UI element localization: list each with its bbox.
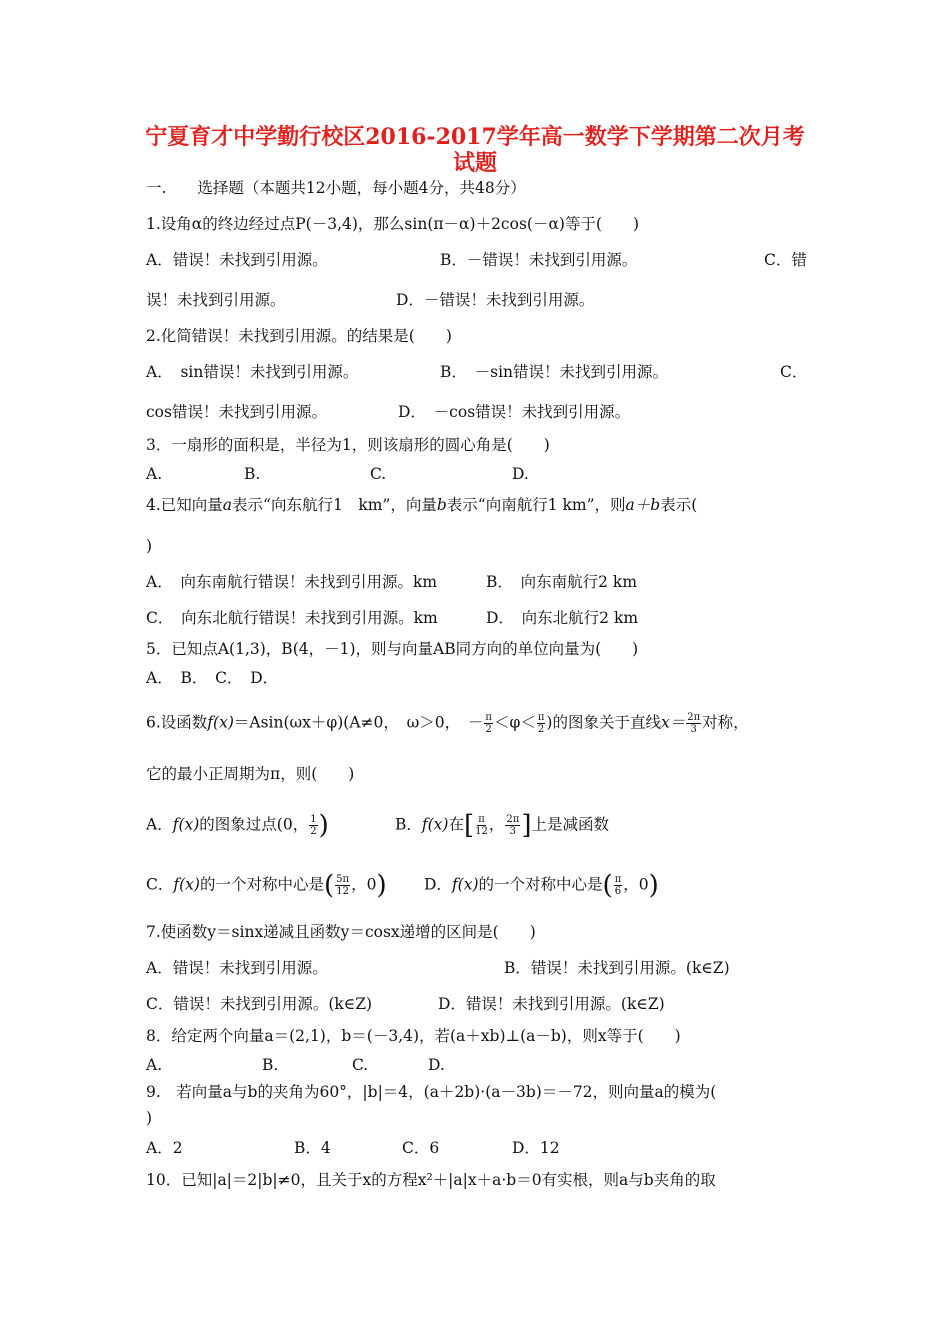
q2-option-c-cont: cos错误！未找到引用源。 — [146, 403, 327, 421]
q9-option-b: B．4 — [294, 1139, 331, 1157]
q10-stem: 10．已知|a|＝2|b|≠0，且关于x的方程x²＋|a|x＋a·b＝0有实根，则a与b夹角的取 — [146, 1171, 716, 1189]
q6-c-open-paren: ( — [323, 870, 335, 901]
q6-d-close-paren: ) — [648, 870, 659, 901]
q6-c-pre: C． — [146, 875, 174, 894]
q2-option-a: A． sin错误！未找到引用源。 — [146, 363, 359, 381]
q6-frac-pi-12 — [475, 814, 488, 837]
q6-stem-cont: 它的最小正周期为π，则( ) — [146, 765, 355, 783]
q8-option-a: A. — [146, 1056, 163, 1074]
q1-option-c-cont: 误！未找到引用源。 — [146, 291, 286, 309]
q6-frac-num: π — [537, 712, 545, 723]
q2-stem: 2.化简错误！未找到引用源。的结果是( ) — [146, 327, 452, 345]
q6-b-text: 在 — [448, 815, 464, 834]
q7-option-a: A．错误！未找到引用源。 — [146, 959, 328, 977]
q6-a-pre: A． — [146, 815, 173, 834]
q6-x-eq: x＝ — [660, 713, 686, 732]
q6-d-open-paren: ( — [602, 870, 613, 901]
q7-option-d: D．错误！未找到引用源。(k∈Z) — [438, 995, 665, 1013]
q4-stem — [146, 495, 697, 515]
q4-var-b: b — [436, 496, 447, 514]
q6-fx: f(x) — [172, 815, 200, 834]
q6-fx: f(x) — [421, 815, 449, 834]
q9-stem: 9. 若向量a与b的夹角为60°，|b|＝4，(a＋2b)·(a－3b)＝－72，则向量a的模为( — [146, 1083, 717, 1101]
q6-frac-den: 2 — [537, 724, 545, 735]
q6-frac-2pi-3b — [505, 814, 520, 837]
q6-c-text: 的一个对称中心是 — [199, 875, 324, 894]
q6-stem-eq: ＝Asin(ωx＋φ)(A≠0， ω＞0， － — [233, 713, 484, 732]
q3-option-b: B. — [244, 465, 261, 483]
q6-frac-pi-2b — [537, 712, 546, 735]
q3-option-d: D. — [512, 465, 529, 483]
q6-option-a — [146, 810, 329, 841]
q5-stem: 5．已知点A(1,3)，B(4，－1)，则与向量AB同方向的单位向量为( ) — [146, 640, 639, 658]
q4-option-b: B． 向东南航行2 km — [486, 573, 638, 591]
q6-b-pre: B． — [395, 815, 422, 834]
q6-frac-den: 3 — [690, 724, 697, 735]
q6-stem-lt: ＜φ＜ — [493, 713, 536, 732]
q6-stem — [146, 712, 749, 735]
q6-frac-den: 12 — [336, 886, 349, 897]
q6-stem-sym: 对称， — [702, 713, 749, 732]
q6-fx: f(x) — [451, 875, 479, 894]
q6-d-zero: 0 — [638, 875, 649, 894]
q6-frac-num: 2π — [506, 814, 520, 825]
q6-frac-5pi-12 — [335, 874, 350, 897]
q8-stem: 8．给定两个向量a＝(2,1)，b＝(－3,4)，若(a＋xb)⊥(a－b)，则x等于( ) — [146, 1027, 681, 1045]
q6-frac-den: 2 — [310, 826, 317, 837]
q4-stem-mid2: 表示“向南航行1 km”，则 — [446, 496, 626, 514]
q1-option-a: A．错误！未找到引用源。 — [146, 251, 328, 269]
q6-frac-pi-2 — [484, 712, 493, 735]
q8-option-d: D. — [428, 1056, 445, 1074]
q6-frac-pi-6 — [614, 874, 623, 897]
q4-stem-end: 表示( — [660, 496, 698, 514]
q6-stem-close: )的图象关于直线 — [546, 713, 661, 732]
q3-stem: 3．一扇形的面积是，半径为1，则该扇形的圆心角是( ) — [146, 436, 550, 454]
q6-frac-num: 2π — [687, 712, 701, 723]
q3-option-a: A. — [146, 465, 163, 483]
q5-options: A． B． C． D． — [146, 669, 279, 687]
document-title: 宁夏育才中学勤行校区2016-2017学年高一数学下学期第二次月考 — [145, 124, 805, 150]
q9-stem-cont: ) — [146, 1109, 153, 1127]
q4-option-a: A． 向东南航行错误！未找到引用源。km — [146, 573, 438, 591]
q4-var-a: a — [222, 496, 233, 514]
q6-frac-den: 2 — [485, 724, 492, 735]
q6-frac-num: 1 — [310, 814, 317, 825]
q1-option-b: B．－错误！未找到引用源。 — [440, 251, 638, 269]
q9-option-d: D．12 — [512, 1139, 560, 1157]
q1-option-d: D．－错误！未找到引用源。 — [396, 291, 595, 309]
q6-frac-num: π — [614, 874, 622, 885]
q6-frac-num: 5π — [336, 874, 350, 885]
q6-d-pre: D． — [424, 875, 452, 894]
q6-b-end: 上是减函数 — [531, 815, 609, 834]
q4-option-c: C． 向东北航行错误！未找到引用源。km — [146, 609, 438, 627]
q6-frac-den: 12 — [475, 826, 488, 837]
document-title-cont: 试题 — [452, 150, 497, 176]
q6-c-close-paren: ) — [376, 870, 387, 901]
q6-a-close-paren: ) — [318, 810, 329, 841]
q6-frac-num: π — [478, 814, 485, 825]
q4-var-ab: a＋b — [625, 496, 661, 514]
q4-stem-mid1: 表示“向东航行1 km”，向量 — [232, 496, 437, 514]
q6-d-text: 的一个对称中心是 — [478, 875, 603, 894]
q6-frac-1-2 — [309, 814, 317, 837]
q4-stem-pre: 4.已知向量 — [146, 496, 223, 514]
q9-option-a: A．2 — [146, 1139, 183, 1157]
q6-frac-num: π — [485, 712, 492, 723]
q6-frac-den: 3 — [509, 826, 517, 837]
q6-stem-pre: 6.设函数 — [146, 713, 208, 732]
q7-stem: 7.使函数y＝sinx递减且函数y＝cosx递增的区间是( ) — [146, 923, 536, 941]
q8-option-b: B. — [262, 1056, 279, 1074]
q6-frac-den: 6 — [614, 886, 622, 897]
q6-frac-2pi-3 — [686, 712, 701, 735]
q4-option-d: D． 向东北航行2 km — [486, 609, 639, 627]
q3-option-c: C. — [370, 465, 387, 483]
q2-option-d: D． －cos错误！未找到引用源。 — [398, 403, 631, 421]
q6-option-d: D．f(x)的一个对称中心是( $\frac{\pi}{6}$ ，0) — [424, 870, 659, 901]
q2-option-b: B． －sin错误！未找到引用源。 — [440, 363, 669, 381]
q2-option-c: C． — [780, 363, 808, 381]
q7-option-c: C．错误！未找到引用源。(k∈Z) — [146, 995, 373, 1013]
q6-a-text: 的图象过点(0， — [199, 815, 309, 834]
q6-option-c: C．f(x)的一个对称中心是( $\frac{5\pi}{12}$ ，0) — [146, 870, 387, 901]
q6-option-b: B．f(x)在[ $\frac{\pi}{12}$ ， $\frac{2\pi}{3}$ ]上是减函数 — [395, 810, 609, 841]
q6-fx: f(x) — [173, 875, 200, 894]
q6-c-zero: 0 — [366, 875, 377, 894]
q6-b-open-bracket: [ — [463, 810, 475, 841]
q6-fx: f(x) — [207, 713, 234, 732]
q1-option-c: C．错 — [764, 251, 807, 269]
q8-option-c: C. — [352, 1056, 369, 1074]
q9-option-c: C．6 — [402, 1139, 440, 1157]
q6-b-close-bracket: ] — [521, 810, 532, 841]
q4-stem-cont: ) — [146, 537, 153, 555]
section-heading: 一. 选择题（本题共12小题，每小题4分，共48分） — [146, 179, 526, 197]
q1-stem: 1.设角α的终边经过点P(－3,4)，那么sin(π－α)＋2cos(－α)等于( ) — [146, 215, 640, 233]
q7-option-b: B．错误！未找到引用源。(k∈Z) — [504, 959, 730, 977]
